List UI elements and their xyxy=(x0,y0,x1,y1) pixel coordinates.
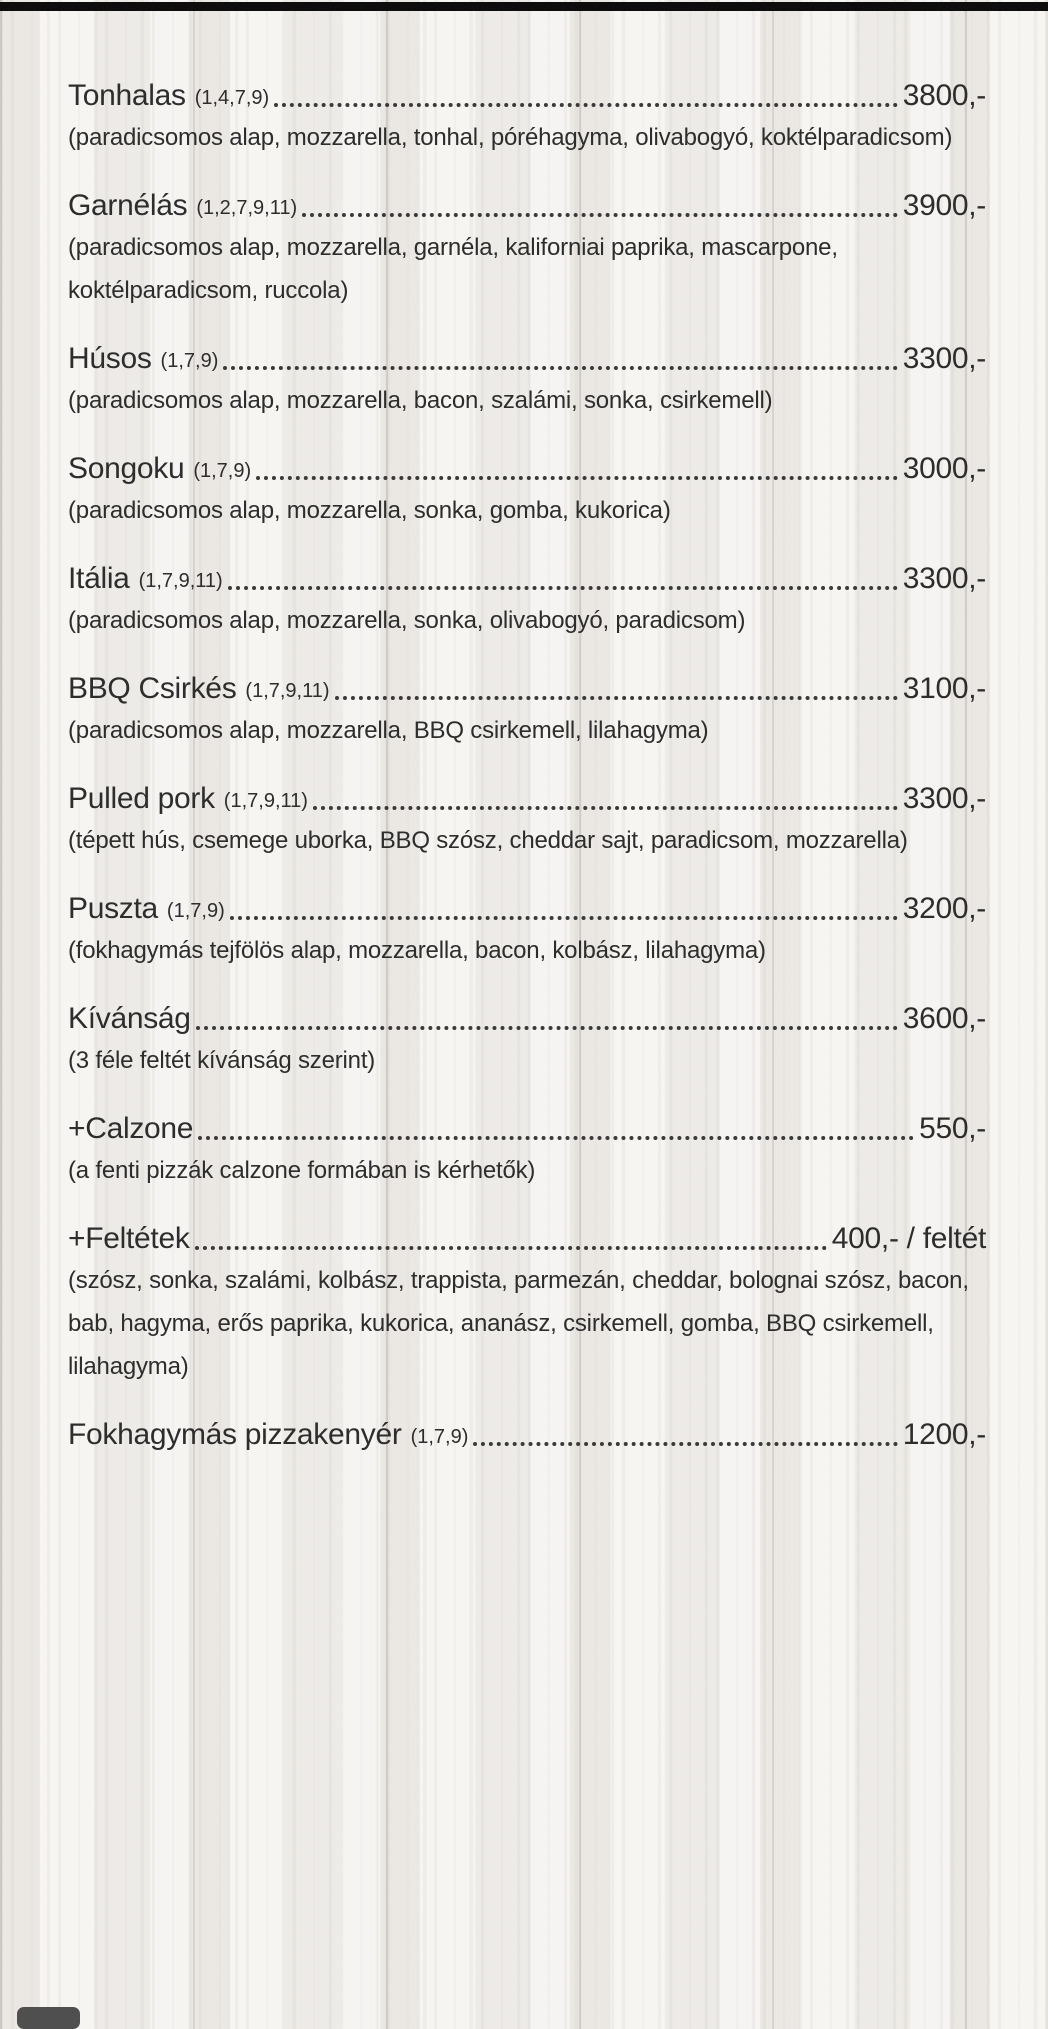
menu-item-description: (paradicsomos alap, mozzarella, garnéla, kaliforniai paprika, mascarpone, koktélparadicsom, ruccola) xyxy=(68,234,838,304)
menu-item-row xyxy=(68,555,986,599)
menu-item-description: (a fenti pizzák calzone formában is kérhetők) xyxy=(68,1157,536,1184)
menu-item-name: Garnélás xyxy=(68,189,188,222)
menu-item xyxy=(68,555,986,642)
menu-item-name: Pulled pork xyxy=(68,782,215,815)
dotted-leader xyxy=(274,103,898,107)
menu-item-allergens: (1,7,9) xyxy=(160,350,219,372)
menu-item-row xyxy=(68,182,986,226)
menu-item-row xyxy=(68,665,986,709)
menu-item-description: (paradicsomos alap, mozzarella, BBQ csirkemell, lilahagyma) xyxy=(68,717,709,744)
menu-item-price: 550,- xyxy=(919,1112,986,1145)
dotted-leader xyxy=(256,476,898,480)
menu-item-description: (paradicsomos alap, mozzarella, tonhal, póréhagyma, olivabogyó, koktélparadicsom) xyxy=(68,124,953,151)
menu-item-price: 3800,- xyxy=(902,79,986,112)
menu-item-row xyxy=(68,335,986,379)
dotted-leader xyxy=(198,1136,914,1140)
menu-item xyxy=(68,445,986,532)
menu-item-name: Itália xyxy=(68,562,130,595)
menu-item-row xyxy=(68,1411,986,1455)
menu-item-description: (tépett hús, csemege uborka, BBQ szósz, cheddar sajt, paradicsom, mozzarella) xyxy=(68,827,908,854)
top-bar xyxy=(0,2,1048,11)
menu-item xyxy=(68,72,986,159)
menu-item-description: (paradicsomos alap, mozzarella, sonka, gomba, kukorica) xyxy=(68,497,671,524)
menu-item-allergens: (1,2,7,9,11) xyxy=(196,197,298,219)
menu-item-price: 1200,- xyxy=(902,1418,986,1451)
dotted-leader xyxy=(335,696,898,700)
dotted-leader xyxy=(313,806,898,810)
menu-item-price: 3000,- xyxy=(902,452,986,485)
menu-item-description: (szósz, sonka, szalámi, kolbász, trappista, parmezán, cheddar, bolognai szósz, bacon, bab, hagyma, erős paprika, kukorica, ananász, csirkemell, gomba, BBQ csirkemell, lilahagyma) xyxy=(68,1267,969,1380)
menu-item-name: Tonhalas xyxy=(68,79,186,112)
menu-item xyxy=(68,1105,986,1192)
menu-item xyxy=(68,335,986,422)
menu-item-name: Húsos xyxy=(68,342,152,375)
menu-item-name: Kívánság xyxy=(68,1002,191,1035)
menu-item xyxy=(68,665,986,752)
menu-item-name: +Feltétek xyxy=(68,1222,190,1255)
menu-item xyxy=(68,182,986,312)
menu-item xyxy=(68,885,986,972)
menu-item-price: 3300,- xyxy=(902,342,986,375)
menu-item-price: 400,- / feltét xyxy=(831,1222,986,1255)
menu-item-description: (paradicsomos alap, mozzarella, bacon, szalámi, sonka, csirkemell) xyxy=(68,387,773,414)
dotted-leader xyxy=(195,1246,827,1250)
menu-item-price: 3900,- xyxy=(902,189,986,222)
menu-item-price: 3200,- xyxy=(902,892,986,925)
menu-item-name: BBQ Csirkés xyxy=(68,672,237,705)
menu-item-price: 3600,- xyxy=(902,1002,986,1035)
menu-item xyxy=(68,775,986,862)
dotted-leader xyxy=(223,366,897,370)
menu-item-price: 3100,- xyxy=(902,672,986,705)
menu-item-allergens: (1,7,9,11) xyxy=(138,570,223,592)
menu-list xyxy=(68,72,986,1478)
menu-item-name: Puszta xyxy=(68,892,158,925)
dotted-leader xyxy=(196,1026,898,1030)
menu-item-allergens: (1,7,9,11) xyxy=(245,680,330,702)
menu-item-row xyxy=(68,72,986,116)
menu-item-allergens: (1,7,9) xyxy=(193,460,252,482)
menu-item-description: (paradicsomos alap, mozzarella, sonka, olivabogyó, paradicsom) xyxy=(68,607,746,634)
menu-item-price: 3300,- xyxy=(902,782,986,815)
menu-item-row xyxy=(68,995,986,1039)
menu-item-name: Fokhagymás pizzakenyér xyxy=(68,1418,402,1451)
menu-item-row xyxy=(68,1105,986,1149)
menu-item-description: (3 féle feltét kívánság szerint) xyxy=(68,1047,376,1074)
dotted-leader xyxy=(230,916,898,920)
menu-item-allergens: (1,7,9) xyxy=(166,900,225,922)
dotted-leader xyxy=(473,1442,897,1446)
menu-item xyxy=(68,1215,986,1388)
bottom-left-button[interactable] xyxy=(17,2007,80,2029)
dotted-leader xyxy=(228,586,898,590)
menu-item-row xyxy=(68,1215,986,1259)
menu-item-row xyxy=(68,775,986,819)
menu-item-allergens: (1,7,9) xyxy=(410,1426,469,1448)
menu-item-name: +Calzone xyxy=(68,1112,194,1145)
menu-item-allergens: (1,4,7,9) xyxy=(194,87,270,109)
menu-item-name: Songoku xyxy=(68,452,185,485)
menu-item xyxy=(68,1411,986,1455)
menu-item-price: 3300,- xyxy=(902,562,986,595)
menu-item-description: (fokhagymás tejfölös alap, mozzarella, bacon, kolbász, lilahagyma) xyxy=(68,937,766,964)
menu-item xyxy=(68,995,986,1082)
menu-item-row xyxy=(68,885,986,929)
menu-item-allergens: (1,7,9,11) xyxy=(223,790,308,812)
menu-item-row xyxy=(68,445,986,489)
dotted-leader xyxy=(302,213,898,217)
